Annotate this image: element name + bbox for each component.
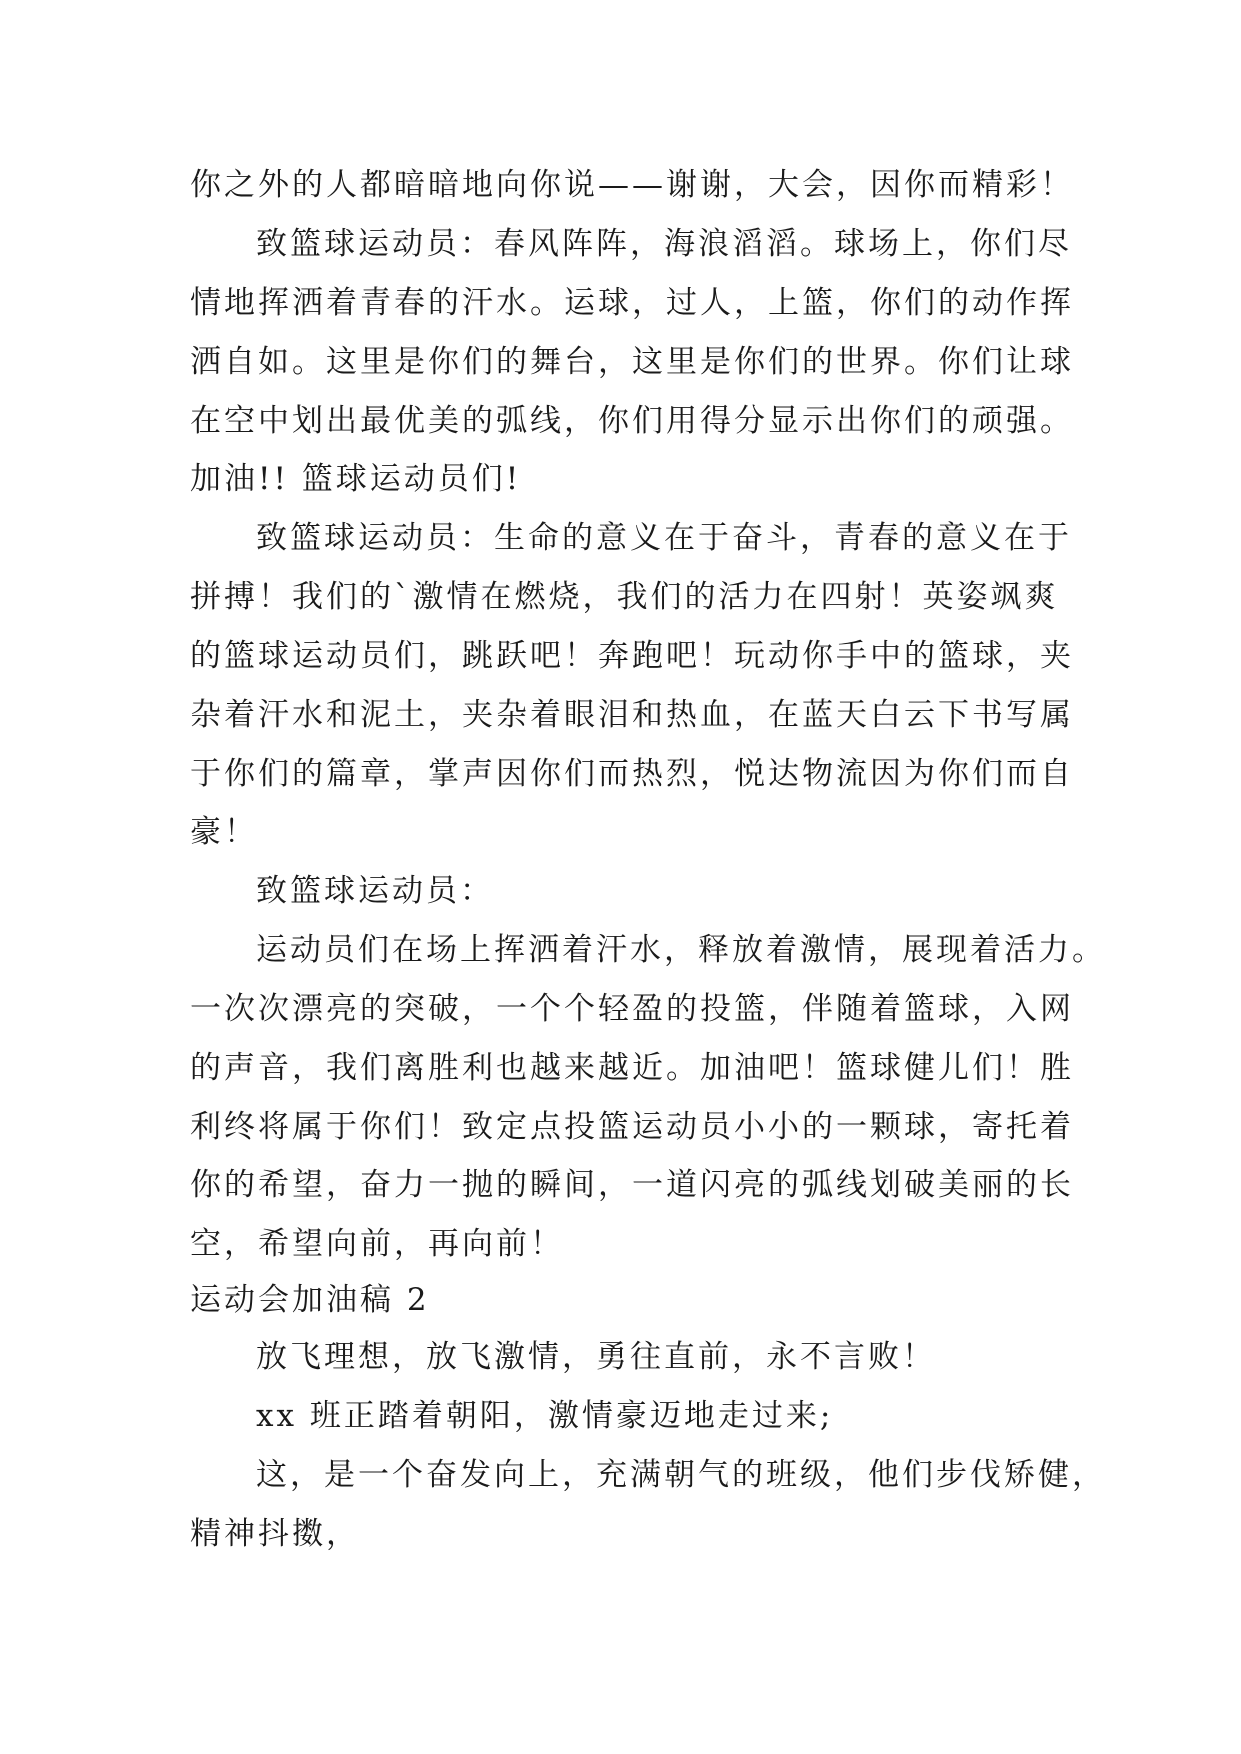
- paragraph-start-line: 致篮球运动员：春风阵阵，海浪滔滔。球场上，你们尽: [256, 226, 1072, 262]
- text-line: 情地挥洒着青春的汗水。运球，过人，上篮，你们的动作挥: [190, 285, 1074, 321]
- text-line: 豪！: [190, 814, 258, 850]
- section-heading: 运动会加油稿 2: [190, 1282, 430, 1318]
- paragraph-start-line: 这，是一个奋发向上，充满朝气的班级，他们步伐矫健，: [256, 1457, 1106, 1493]
- text-line: 在空中划出最优美的弧线，你们用得分显示出你们的顽强。: [190, 403, 1074, 439]
- text-line: 的篮球运动员们，跳跃吧！奔跑吧！玩动你手中的篮球，夹: [190, 638, 1074, 674]
- paragraph-start-line: xx 班正踏着朝阳，激情豪迈地走过来;: [256, 1398, 834, 1434]
- text-line: 你的希望，奋力一抛的瞬间，一道闪亮的弧线划破美丽的长: [190, 1167, 1074, 1203]
- text-line: 于你们的篇章，掌声因你们而热烈，悦达物流因为你们而自: [190, 756, 1074, 792]
- text-line: 拼搏！我们的`激情在燃烧，我们的活力在四射！英姿飒爽: [190, 579, 1059, 615]
- paragraph-start-line: 放飞理想，放飞激情，勇往直前，永不言败！: [256, 1339, 936, 1375]
- text-line: 杂着汗水和泥土，夹杂着眼泪和热血，在蓝天白云下书写属: [190, 697, 1074, 733]
- text-line: 你之外的人都暗暗地向你说——谢谢，大会，因你而精彩！: [190, 167, 1074, 203]
- text-line: 利终将属于你们！致定点投篮运动员小小的一颗球，寄托着: [190, 1109, 1074, 1145]
- paragraph-start-line: 致篮球运动员：: [256, 873, 494, 909]
- text-line: 空，希望向前，再向前！: [190, 1226, 564, 1262]
- text-line: 的声音，我们离胜利也越来越近。加油吧！篮球健儿们！胜: [190, 1050, 1074, 1086]
- text-line: 精神抖擞，: [190, 1516, 360, 1552]
- text-line: 一次次漂亮的突破，一个个轻盈的投篮，伴随着篮球，入网: [190, 991, 1074, 1027]
- paragraph-start-line: 致篮球运动员：生命的意义在于奋斗，青春的意义在于: [256, 520, 1072, 556]
- text-line: 洒自如。这里是你们的舞台，这里是你们的世界。你们让球: [190, 344, 1074, 380]
- text-line: 加油!! 篮球运动员们!: [190, 461, 522, 497]
- paragraph-start-line: 运动员们在场上挥洒着汗水，释放着激情，展现着活力。: [256, 932, 1106, 968]
